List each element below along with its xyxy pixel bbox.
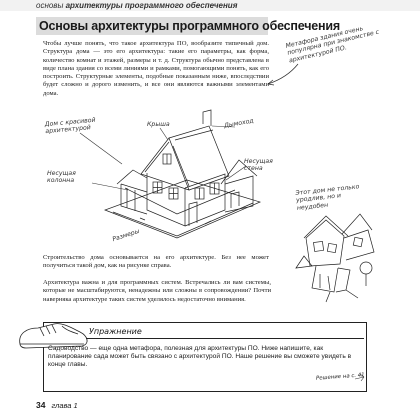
exercise-label: Упражнение [89, 327, 142, 336]
page-number: 34 [36, 400, 46, 410]
page-footer [36, 400, 78, 410]
label-size: Размеры [111, 227, 141, 244]
label-roof: Крыша [147, 121, 170, 128]
answer-arrow-icon [354, 374, 366, 384]
side-note: Метафора здания очень популярна при знакомстве с архитектурой ПО. [285, 25, 380, 65]
label-wall: Несущая стена [244, 158, 273, 173]
label-column: Несущая колонна [47, 170, 76, 185]
chapter-label: глава 1 [51, 401, 78, 410]
section-title: Основы архитектуры программного обеспечения [39, 19, 340, 33]
label-nice-house: Дом с красивой архитектурой [44, 116, 96, 136]
intro-paragraph: Чтобы лучше понять, что такое архитектура ПО, вообразите типичный дом. Структура дома — это его архитектура: такие его параметры, как форма, количество комнат и этажей, размеры и т. д. Структура обычно представлена в виде плана здания со всеми линиями и рамками, помогающими понять, как его построить. Структурные элементы, подобные показанным ниже, впоследствии будет сложно и дорого изменить, и все они являются важными элементами дома. [43, 40, 269, 97]
label-chimney: Дымоход [223, 117, 255, 130]
exercise-rule [86, 338, 364, 339]
software-paragraph: Архитектура важна и для программных систем. Встречались ли вам системы, которые не масштабируются, ненадежны или сложны в сопровождении? Почти наверняка архитектуре таких систем уделялось недостаточно внимания. [43, 279, 271, 303]
running-head-text: основы архитектуры программного обеспечения [36, 1, 238, 10]
exercise-answer-ref: Решение на с. 41 [315, 372, 365, 382]
ugly-house-sketch [286, 208, 386, 308]
ugly-house-note: Этот дом не только уродлив, но и неудобен [295, 183, 360, 212]
build-paragraph: Строительство дома основывается на его архитектуре. Без нее может получиться такой дом, как на рисунке справа. [43, 254, 269, 270]
exercise-text: Садоводство — еще одна метафора, полезная для архитектуры ПО. Ниже напишите, как планирование сада может быть связано с архитектурой ПО. Наше решение вы сможете увидеть в конце главы. [48, 345, 352, 369]
